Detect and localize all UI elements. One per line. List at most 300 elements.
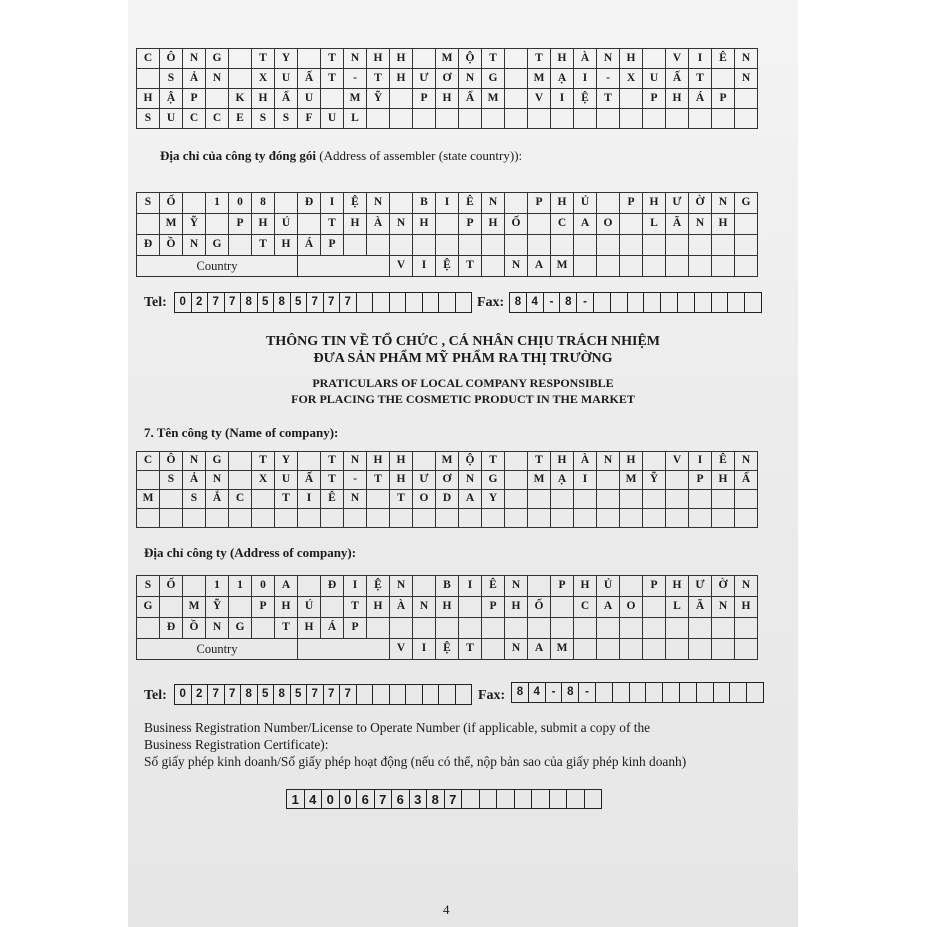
letter-box: N	[206, 618, 229, 639]
letter-box: L	[643, 214, 666, 235]
letter-box	[505, 509, 528, 528]
letter-box: N	[183, 49, 206, 69]
letter-box: M	[551, 639, 574, 660]
letter-box: H	[275, 597, 298, 618]
letter-box	[620, 639, 643, 660]
letter-box: I	[413, 639, 436, 660]
letter-box	[229, 452, 252, 471]
letter-box	[620, 576, 643, 597]
letter-box	[620, 89, 643, 109]
digit-box: 7	[445, 790, 463, 809]
letter-box	[574, 235, 597, 256]
letter-box: I	[551, 89, 574, 109]
letter-box: C	[574, 597, 597, 618]
letter-box	[459, 509, 482, 528]
digit-box	[515, 790, 533, 809]
letter-box: P	[413, 89, 436, 109]
letter-box	[712, 235, 735, 256]
letter-box: A	[528, 639, 551, 660]
letter-box	[689, 509, 712, 528]
digit-box	[663, 683, 680, 703]
assembler-fax-label: Fax:	[477, 295, 505, 310]
letter-box: Ả	[183, 69, 206, 89]
letter-box: Ê	[712, 49, 735, 69]
letter-box	[597, 490, 620, 509]
letter-box	[390, 109, 413, 129]
letter-box	[643, 235, 666, 256]
letter-box: H	[574, 576, 597, 597]
letter-box	[390, 618, 413, 639]
letter-box: G	[206, 49, 229, 69]
digit-box	[730, 683, 747, 703]
letter-box: A	[597, 597, 620, 618]
letter-box	[390, 89, 413, 109]
letter-box	[574, 490, 597, 509]
digit-box	[695, 293, 712, 313]
letter-box	[367, 618, 390, 639]
letter-box: H	[390, 69, 413, 89]
letter-box: T	[528, 49, 551, 69]
letter-box	[436, 618, 459, 639]
digit-box: 4	[529, 683, 546, 703]
letter-box	[505, 49, 528, 69]
letter-box: P	[528, 193, 551, 214]
digit-box: 1	[287, 790, 305, 809]
letter-box	[252, 618, 275, 639]
letter-box: T	[321, 471, 344, 490]
company-address-grid	[136, 575, 758, 660]
digit-box	[462, 790, 480, 809]
letter-box: Ủ	[574, 193, 597, 214]
section-title-vn-1: THÔNG TIN VỀ TỔ CHỨC , CÁ NHÂN CHỊU TRÁCH NHIỆM	[266, 334, 660, 349]
letter-box: T	[275, 618, 298, 639]
letter-box: T	[689, 69, 712, 89]
letter-box: Ã	[689, 597, 712, 618]
page-number: 4	[443, 902, 450, 917]
letter-box	[183, 509, 206, 528]
letter-box: G	[482, 69, 505, 89]
digit-box	[646, 683, 663, 703]
letter-box	[712, 69, 735, 89]
document-page	[128, 0, 798, 927]
assembler-fax-boxes	[509, 292, 762, 313]
letter-box: À	[367, 214, 390, 235]
letter-box	[505, 89, 528, 109]
letter-box: N	[597, 452, 620, 471]
letter-box	[620, 618, 643, 639]
digit-box: 8	[562, 683, 579, 703]
letter-box: H	[551, 193, 574, 214]
letter-box	[298, 49, 321, 69]
letter-box: V	[666, 452, 689, 471]
letter-box	[206, 214, 229, 235]
letter-box	[413, 109, 436, 129]
letter-box: X	[252, 471, 275, 490]
digit-box	[550, 790, 568, 809]
letter-box: À	[574, 452, 597, 471]
digit-box	[357, 685, 374, 705]
letter-box: H	[367, 597, 390, 618]
letter-box: N	[597, 49, 620, 69]
letter-box: Y	[482, 490, 505, 509]
letter-box: H	[252, 214, 275, 235]
letter-box: I	[344, 576, 367, 597]
letter-box: Ậ	[160, 89, 183, 109]
letter-box	[643, 618, 666, 639]
letter-box: S	[137, 109, 160, 129]
letter-box: Ắ	[206, 490, 229, 509]
letter-box: N	[183, 235, 206, 256]
letter-box	[298, 576, 321, 597]
letter-box: I	[689, 452, 712, 471]
letter-box	[689, 618, 712, 639]
digit-box: 2	[192, 685, 209, 705]
letter-box: N	[390, 214, 413, 235]
digit-box	[406, 293, 423, 313]
letter-box	[413, 235, 436, 256]
letter-box	[551, 618, 574, 639]
letter-box	[643, 597, 666, 618]
letter-box: À	[574, 49, 597, 69]
letter-box: U	[160, 109, 183, 129]
letter-box: Ẩ	[735, 471, 758, 490]
letter-box	[597, 256, 620, 277]
letter-box: U	[298, 89, 321, 109]
digit-box	[423, 685, 440, 705]
letter-box: H	[666, 89, 689, 109]
brn-text-line-1: Business Registration Number/License to Operate Number (if applicable, submit a copy of the	[144, 720, 651, 735]
letter-box: I	[689, 49, 712, 69]
letter-box: Ô	[160, 49, 183, 69]
digit-box: 0	[175, 293, 192, 313]
letter-box	[137, 214, 160, 235]
letter-box	[459, 235, 482, 256]
assembler-tel-boxes	[174, 292, 472, 313]
letter-box	[229, 49, 252, 69]
letter-box: H	[620, 452, 643, 471]
letter-box: 1	[206, 193, 229, 214]
letter-box: U	[643, 69, 666, 89]
letter-box	[482, 235, 505, 256]
digit-box	[594, 293, 611, 313]
letter-box: Ư	[413, 471, 436, 490]
letter-box: M	[551, 256, 574, 277]
letter-box: H	[482, 214, 505, 235]
letter-box	[712, 509, 735, 528]
letter-box: N	[206, 471, 229, 490]
section-title-vn-2: ĐƯA SẢN PHẨM MỸ PHẨM RA THỊ TRƯỜNG	[313, 351, 613, 366]
letter-box: X	[252, 69, 275, 89]
letter-box: I	[413, 256, 436, 277]
letter-box	[620, 490, 643, 509]
letter-box: Đ	[137, 235, 160, 256]
letter-box: Ú	[298, 597, 321, 618]
digit-box	[532, 790, 550, 809]
digit-box: 7	[340, 293, 357, 313]
letter-box: N	[459, 69, 482, 89]
letter-box: C	[183, 109, 206, 129]
letter-box: A	[528, 256, 551, 277]
letter-box	[298, 452, 321, 471]
letter-box: Ấ	[666, 69, 689, 89]
letter-box	[137, 618, 160, 639]
letter-box	[390, 235, 413, 256]
digit-box	[661, 293, 678, 313]
letter-box	[505, 69, 528, 89]
letter-box: P	[459, 214, 482, 235]
letter-box: H	[344, 214, 367, 235]
letter-box: I	[574, 69, 597, 89]
digit-box: 3	[410, 790, 428, 809]
assembler-address-grid	[136, 192, 758, 277]
letter-box: M	[344, 89, 367, 109]
letter-box	[551, 235, 574, 256]
letter-box: -	[597, 69, 620, 89]
letter-box	[367, 109, 390, 129]
letter-box	[528, 214, 551, 235]
letter-box: H	[666, 576, 689, 597]
letter-box	[528, 109, 551, 129]
letter-box: X	[620, 69, 643, 89]
letter-box	[298, 639, 390, 660]
digit-box	[585, 790, 603, 809]
letter-box	[528, 235, 551, 256]
letter-box: 0	[229, 193, 252, 214]
letter-box	[597, 618, 620, 639]
letter-box	[574, 256, 597, 277]
letter-box: S	[160, 69, 183, 89]
letter-box	[643, 49, 666, 69]
letter-box: I	[321, 193, 344, 214]
digit-box	[357, 293, 374, 313]
letter-box: H	[436, 597, 459, 618]
letter-box	[229, 471, 252, 490]
letter-box: G	[206, 452, 229, 471]
letter-box	[620, 235, 643, 256]
letter-box: Ú	[275, 214, 298, 235]
letter-box: M	[528, 471, 551, 490]
letter-box	[689, 490, 712, 509]
letter-box: T	[321, 69, 344, 89]
letter-box	[574, 109, 597, 129]
letter-box	[298, 214, 321, 235]
letter-box	[436, 109, 459, 129]
digit-box	[712, 293, 729, 313]
letter-box	[597, 193, 620, 214]
letter-box: P	[344, 618, 367, 639]
digit-box: 8	[512, 683, 529, 703]
letter-box: Ệ	[344, 193, 367, 214]
letter-box	[413, 49, 436, 69]
letter-box	[597, 471, 620, 490]
letter-box	[620, 214, 643, 235]
letter-box	[505, 235, 528, 256]
letter-box	[436, 214, 459, 235]
letter-box: P	[482, 597, 505, 618]
letter-box: N	[183, 452, 206, 471]
letter-box	[551, 597, 574, 618]
letter-box	[643, 256, 666, 277]
letter-box: H	[390, 471, 413, 490]
letter-box: Ơ	[436, 69, 459, 89]
letter-box: A	[574, 214, 597, 235]
letter-box	[482, 509, 505, 528]
letter-box	[712, 109, 735, 129]
letter-box	[229, 69, 252, 89]
letter-box: N	[712, 193, 735, 214]
letter-box: O	[620, 597, 643, 618]
letter-box: N	[735, 69, 758, 89]
letter-box: K	[229, 89, 252, 109]
letter-box	[459, 597, 482, 618]
letter-box	[298, 256, 390, 277]
letter-box: C	[551, 214, 574, 235]
letter-box: Á	[689, 89, 712, 109]
section-title-en-1: PRATICULARS OF LOCAL COMPANY RESPONSIBLE	[312, 376, 614, 390]
letter-box	[505, 471, 528, 490]
letter-box: M	[620, 471, 643, 490]
letter-box	[482, 618, 505, 639]
digit-box	[678, 293, 695, 313]
letter-box: V	[666, 49, 689, 69]
letter-box: Ệ	[436, 256, 459, 277]
letter-box	[505, 193, 528, 214]
letter-box	[643, 509, 666, 528]
letter-box: Ẩ	[275, 89, 298, 109]
letter-box: 8	[252, 193, 275, 214]
letter-box: Y	[275, 49, 298, 69]
letter-box: H	[643, 193, 666, 214]
letter-box: N	[413, 597, 436, 618]
letter-box	[735, 214, 758, 235]
letter-box	[275, 509, 298, 528]
letter-box: H	[436, 89, 459, 109]
letter-box: I	[574, 471, 597, 490]
digit-box: 4	[305, 790, 323, 809]
letter-box: T	[252, 49, 275, 69]
letter-box	[275, 193, 298, 214]
digit-box	[567, 790, 585, 809]
letter-box	[505, 452, 528, 471]
letter-box	[436, 235, 459, 256]
letter-box	[137, 509, 160, 528]
letter-box: Ẩ	[459, 89, 482, 109]
digit-box	[697, 683, 714, 703]
letter-box: T	[252, 235, 275, 256]
letter-box	[712, 639, 735, 660]
letter-box: Ấ	[298, 69, 321, 89]
digit-box: 8	[560, 293, 577, 313]
letter-box: Ồ	[183, 618, 206, 639]
letter-box	[735, 256, 758, 277]
letter-box: Ệ	[367, 576, 390, 597]
letter-box: M	[436, 49, 459, 69]
letter-box	[367, 490, 390, 509]
digit-box	[714, 683, 731, 703]
letter-box: H	[367, 452, 390, 471]
letter-box: M	[436, 452, 459, 471]
digit-box: 8	[427, 790, 445, 809]
letter-box	[413, 576, 436, 597]
letter-box: P	[643, 89, 666, 109]
letter-box	[666, 639, 689, 660]
letter-box: H	[252, 89, 275, 109]
digit-box: 8	[274, 685, 291, 705]
company-name-grid	[136, 451, 758, 528]
letter-box: G	[735, 193, 758, 214]
letter-box: Ố	[160, 193, 183, 214]
letter-box	[528, 490, 551, 509]
letter-box: N	[735, 452, 758, 471]
letter-box: T	[252, 452, 275, 471]
digit-box: -	[579, 683, 596, 703]
letter-box: G	[229, 618, 252, 639]
letter-box	[735, 490, 758, 509]
digit-box	[596, 683, 613, 703]
digit-box: 0	[322, 790, 340, 809]
letter-box: Đ	[160, 618, 183, 639]
letter-box: T	[367, 471, 390, 490]
letter-box: Ê	[459, 193, 482, 214]
letter-box: Ờ	[712, 576, 735, 597]
letter-box: T	[321, 452, 344, 471]
brn-text-line-3: Số giấy phép kinh doanh/Số giấy phép hoạt động (nếu có thể, nộp bản sao của giấy phép kinh doanh)	[144, 754, 687, 769]
letter-box: C	[137, 49, 160, 69]
letter-box: N	[390, 576, 413, 597]
letter-box: Ỹ	[367, 89, 390, 109]
letter-box	[689, 235, 712, 256]
letter-box	[183, 576, 206, 597]
country-label: Country	[137, 639, 298, 660]
letter-box: Ạ	[551, 471, 574, 490]
letter-box	[666, 490, 689, 509]
letter-box: 1	[206, 576, 229, 597]
letter-box: B	[413, 193, 436, 214]
letter-box	[666, 471, 689, 490]
letter-box	[482, 639, 505, 660]
letter-box: T	[321, 49, 344, 69]
letter-box: Ồ	[160, 235, 183, 256]
assembler-name-grid	[136, 48, 758, 129]
letter-box: Ê	[482, 576, 505, 597]
letter-box: H	[137, 89, 160, 109]
digit-box: 8	[274, 293, 291, 313]
digit-box: -	[577, 293, 594, 313]
letter-box	[459, 109, 482, 129]
digit-box: 7	[375, 790, 393, 809]
letter-box: N	[735, 49, 758, 69]
letter-box	[505, 109, 528, 129]
letter-box: S	[252, 109, 275, 129]
digit-box: 2	[192, 293, 209, 313]
letter-box: N	[459, 471, 482, 490]
country-label: Country	[137, 256, 298, 277]
letter-box	[482, 256, 505, 277]
letter-box: T	[367, 69, 390, 89]
letter-box: P	[252, 597, 275, 618]
digit-box	[630, 683, 647, 703]
company-name-label: 7. Tên công ty (Name of company):	[144, 425, 339, 440]
letter-box: Ờ	[689, 193, 712, 214]
letter-box: H	[620, 49, 643, 69]
digit-box: 5	[258, 293, 275, 313]
letter-box: F	[298, 109, 321, 129]
letter-box	[689, 639, 712, 660]
letter-box: P	[643, 576, 666, 597]
digit-box	[423, 293, 440, 313]
letter-box	[597, 109, 620, 129]
digit-box: 5	[291, 293, 308, 313]
